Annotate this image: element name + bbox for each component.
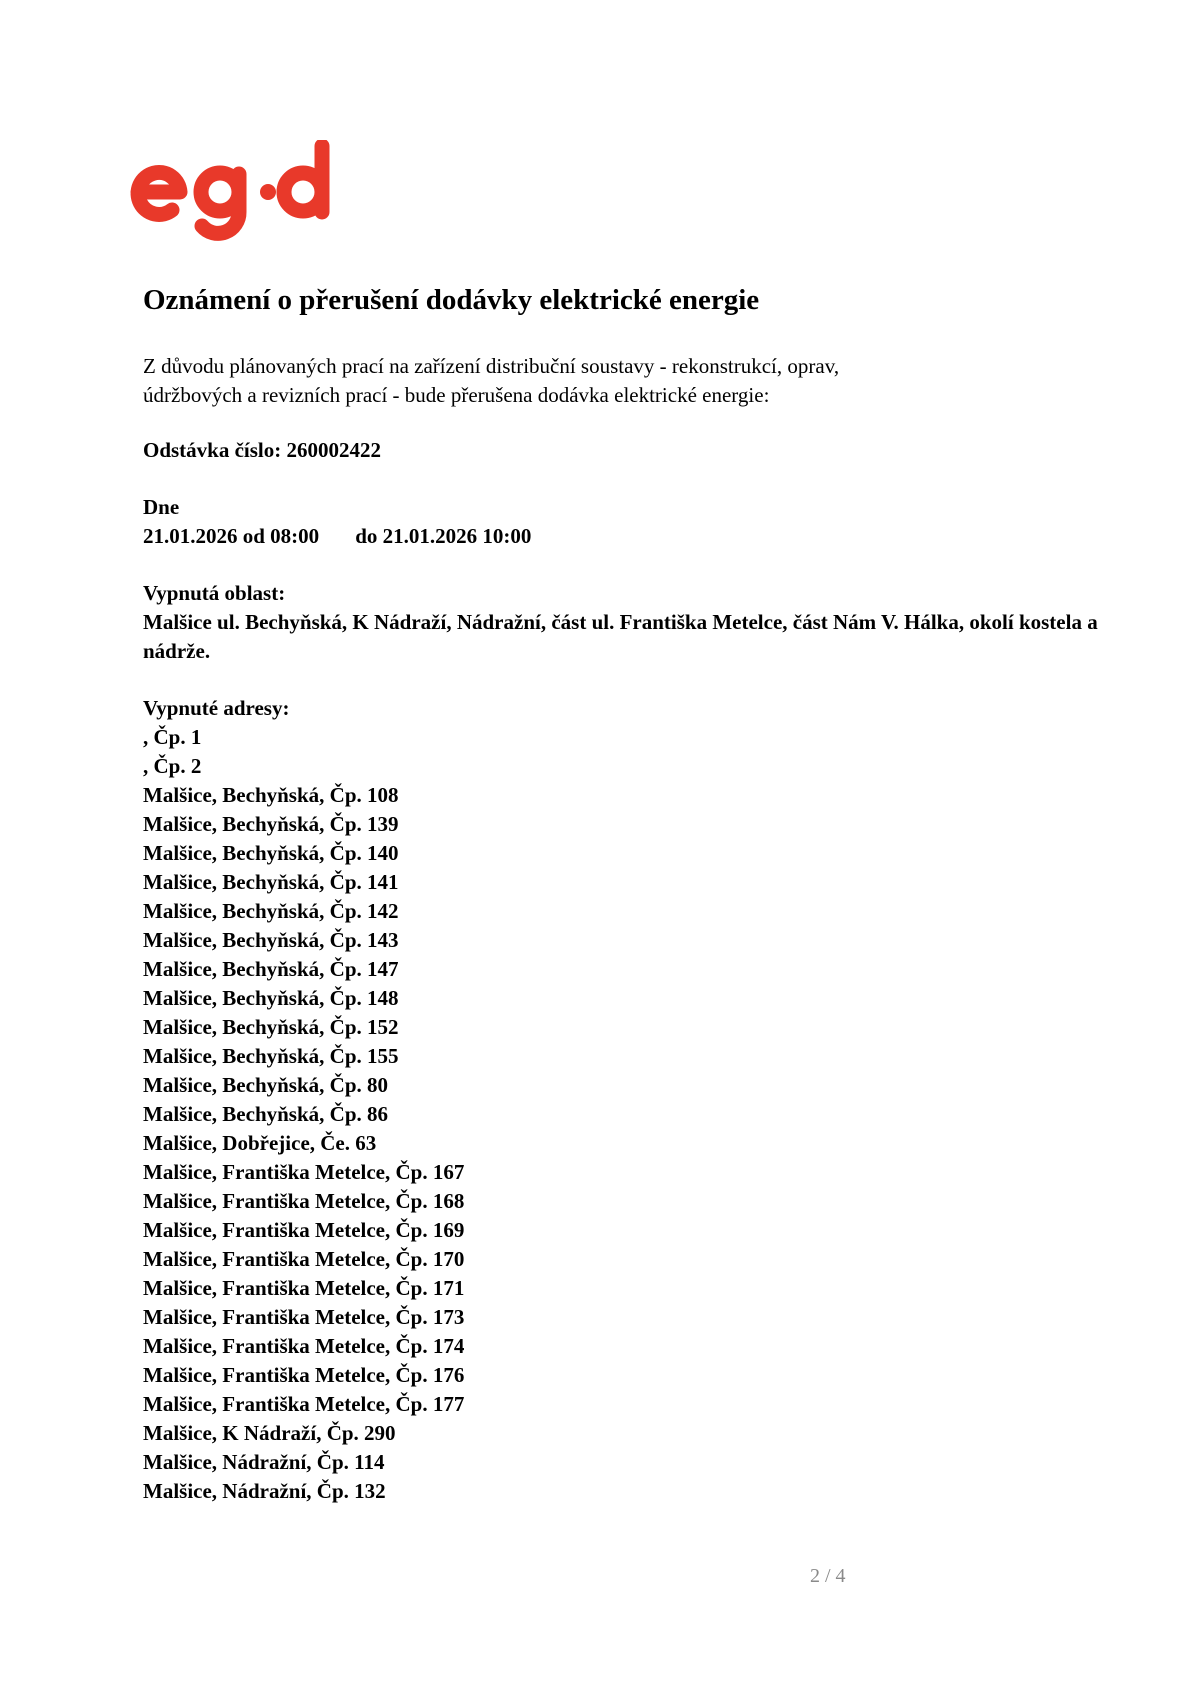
outage-number: Odstávka číslo: 260002422 xyxy=(143,438,382,462)
intro-line-1: Z důvodu plánovaných prací na zařízení distribuční soustavy - rekonstrukcí, oprav, xyxy=(143,354,840,378)
address-item: Malšice, Bechyňská, Čp. 140 xyxy=(143,841,399,865)
address-item: Malšice, Františka Metelce, Čp. 169 xyxy=(143,1218,465,1242)
notice-content xyxy=(143,280,1153,1506)
area-block xyxy=(143,579,1153,666)
date-block xyxy=(143,493,1153,551)
address-item: Malšice, Bechyňská, Čp. 80 xyxy=(143,1073,389,1097)
addresses-label: Vypnuté adresy: xyxy=(143,696,290,720)
address-list xyxy=(143,723,1153,1506)
address-item: Malšice, Bechyňská, Čp. 148 xyxy=(143,986,399,1010)
address-item: Malšice, Bechyňská, Čp. 86 xyxy=(143,1102,389,1126)
address-item: Malšice, Františka Metelce, Čp. 173 xyxy=(143,1305,465,1329)
egd-logo xyxy=(128,140,348,250)
address-item: Malšice, Bechyňská, Čp. 139 xyxy=(143,812,399,836)
address-item: Malšice, Františka Metelce, Čp. 174 xyxy=(143,1334,465,1358)
address-item: Malšice, Bechyňská, Čp. 143 xyxy=(143,928,399,952)
area-text: Malšice ul. Bechyňská, K Nádraží, Nádražní, část ul. Františka Metelce, část Nám V. Hálka, okolí kostela a nádrže. xyxy=(143,610,1098,663)
address-item: Malšice, Bechyňská, Čp. 155 xyxy=(143,1044,399,1068)
address-item: Malšice, Nádražní, Čp. 132 xyxy=(143,1479,386,1503)
notice-intro xyxy=(143,352,1153,410)
addresses-block xyxy=(143,694,1153,1506)
address-item: Malšice, Františka Metelce, Čp. 177 xyxy=(143,1392,465,1416)
address-item: , Čp. 2 xyxy=(143,754,202,778)
notice-title: Oznámení o přerušení dodávky elektrické energie xyxy=(143,284,760,316)
address-item: Malšice, Bechyňská, Čp. 147 xyxy=(143,957,399,981)
address-item: Malšice, Bechyňská, Čp. 152 xyxy=(143,1015,399,1039)
address-item: , Čp. 1 xyxy=(143,725,202,749)
date-to: do 21.01.2026 10:00 xyxy=(355,524,532,548)
address-item: Malšice, Františka Metelce, Čp. 168 xyxy=(143,1189,465,1213)
address-item: Malšice, Františka Metelce, Čp. 167 xyxy=(143,1160,465,1184)
date-range xyxy=(143,522,1153,551)
address-item: Malšice, Františka Metelce, Čp. 176 xyxy=(143,1363,465,1387)
area-label: Vypnutá oblast: xyxy=(143,581,286,605)
address-item: Malšice, Bechyňská, Čp. 141 xyxy=(143,870,399,894)
intro-line-2: údržbových a revizních prací - bude přerušena dodávka elektrické energie: xyxy=(143,383,770,407)
address-item: Malšice, Bechyňská, Čp. 142 xyxy=(143,899,399,923)
address-item: Malšice, Nádražní, Čp. 114 xyxy=(143,1450,385,1474)
address-item: Malšice, Františka Metelce, Čp. 170 xyxy=(143,1247,465,1271)
address-item: Malšice, K Nádraží, Čp. 290 xyxy=(143,1421,396,1445)
page-number: 2 / 4 xyxy=(810,1565,846,1587)
date-label: Dne xyxy=(143,495,180,519)
address-item: Malšice, Dobřejice, Če. 63 xyxy=(143,1131,377,1155)
egd-logo-graphic xyxy=(128,140,348,250)
date-from: 21.01.2026 od 08:00 xyxy=(143,524,320,548)
address-item: Malšice, Bechyňská, Čp. 108 xyxy=(143,783,399,807)
address-item: Malšice, Františka Metelce, Čp. 171 xyxy=(143,1276,465,1300)
